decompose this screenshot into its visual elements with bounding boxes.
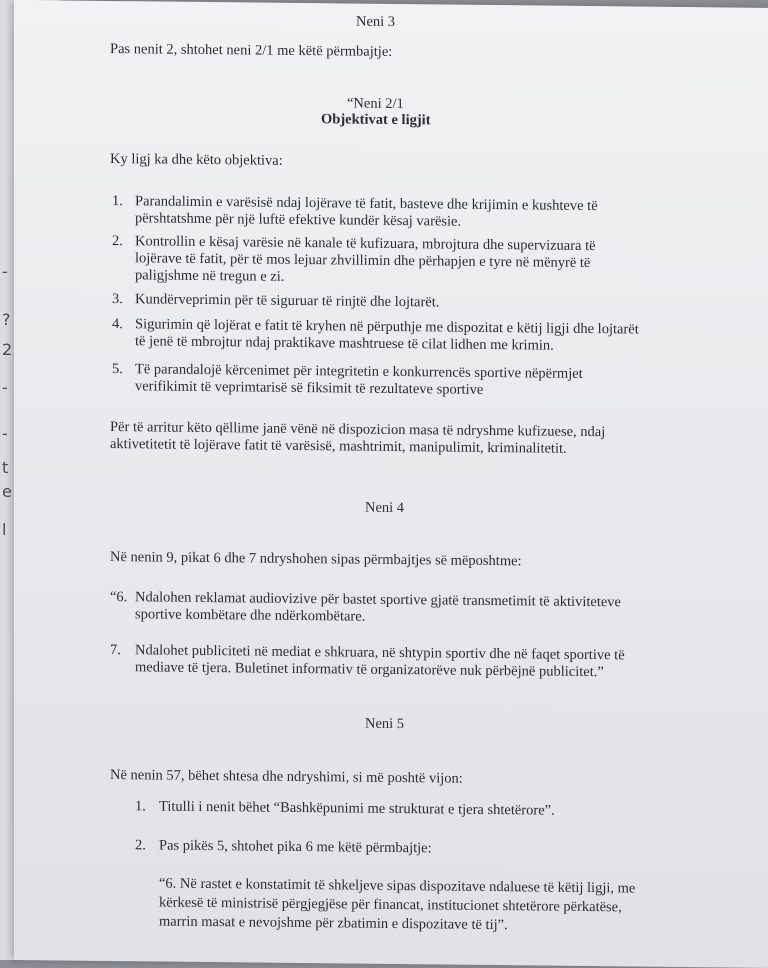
under-mark: - bbox=[2, 262, 8, 281]
list-item-line: Ndalohen reklamat audiovizive për bastet sportive gjatë transmetimit të aktiviteteve bbox=[135, 589, 621, 611]
neni3-lead: Ky ligj ka dhe këto objektiva: bbox=[110, 151, 283, 169]
neni5-heading: Neni 5 bbox=[365, 715, 405, 733]
under-mark: ? bbox=[2, 310, 11, 329]
list-number: 1. bbox=[112, 193, 123, 210]
list-item-line: Titulli i nenit bëhet “Bashkëpunimi me strukturat e tjera shtetërore”. bbox=[159, 798, 555, 819]
list-item-line: verifikimit të veprimtarisë së fiksimit të rezultateve sportive bbox=[135, 378, 484, 398]
list-item-line: mediave të tjera. Buletinet informativ të organizatorëve nuk përbëjnë publicitet.” bbox=[135, 659, 604, 681]
quote-line: “6. Në rastet e konstatimit të shkeljeve sipas dispozitave ndaluese të këtij ligji, me bbox=[159, 875, 636, 897]
closing-paragraph-line: Për të arritur këto qëllime janë vënë në dispozicion masa të ndryshme kufizuese, ndaj bbox=[110, 419, 606, 441]
document-page bbox=[14, 0, 768, 968]
list-item-line: Sigurimin që lojërat e fatit të kryhen në përputhje me dispozitat e këtij ligji dhe lojtarët bbox=[135, 316, 639, 338]
list-item-line: Pas pikës 5, shtohet pika 6 me këtë përmbajtje: bbox=[159, 837, 432, 857]
list-number: 5. bbox=[112, 361, 123, 378]
under-mark: e bbox=[2, 482, 12, 501]
under-mark: l bbox=[2, 520, 7, 539]
list-number: “6. bbox=[110, 589, 128, 606]
neni4-heading: Neni 4 bbox=[365, 499, 405, 517]
neni21-heading: “Neni 2/1 bbox=[347, 95, 404, 113]
under-mark: 2 bbox=[2, 340, 13, 359]
list-item-line: Të parandalojë kërcenimet për integritetin e konkurrencës sportive nëpërmjet bbox=[135, 361, 583, 382]
list-number: 2. bbox=[112, 233, 123, 250]
neni5-intro: Në nenin 57, bëhet shtesa dhe ndryshimi, si më poshtë vijon: bbox=[110, 767, 463, 787]
list-number: 7. bbox=[110, 642, 121, 659]
list-number: 4. bbox=[112, 316, 123, 333]
closing-paragraph-line: aktivetitetit të lojërave fatit të varësisë, mashtrimit, manipulimit, kriminalitetit. bbox=[110, 436, 567, 457]
under-mark: - bbox=[2, 378, 8, 397]
quote-line: marrin masat e nevojshme për zbatimin e dispozitave të tij”. bbox=[159, 913, 508, 934]
neni4-intro: Në nenin 9, pikat 6 dhe 7 ndryshohen sipas përmbajtjes së mëposhtme: bbox=[110, 549, 522, 570]
list-item-line: paligjshme në tregun e zi. bbox=[135, 267, 285, 285]
list-item-line: sportive kombëtare dhe ndërkombëtare. bbox=[135, 606, 366, 625]
under-mark: t bbox=[2, 458, 9, 477]
section-subtitle: Objektivat e ligjit bbox=[321, 111, 431, 129]
list-item-line: lojërave të fatit, për të mos lejuar zhvillimin dhe përhapjen e tyre në mënyrë të bbox=[135, 250, 591, 272]
list-item-line: Ndalohet publiciteti në mediat e shkruara, në shtypin sportiv dhe në faqet sportive të bbox=[135, 642, 625, 664]
list-number: 1. bbox=[135, 798, 146, 815]
list-item-line: Kontrollin e kësaj varësie në kanale të kufizuara, mbrojtura dhe supervizuara të bbox=[135, 233, 596, 255]
list-item-line: të jenë të mbrojtur ndaj praktikave mashtruese të cilat lidhen me krimin. bbox=[135, 333, 554, 354]
under-mark: - bbox=[2, 424, 8, 443]
neni3-heading: Neni 3 bbox=[356, 13, 396, 30]
list-item-line: Kundërveprimin për të siguruar të rinjtë dhe lojtarët. bbox=[135, 291, 440, 311]
quote-line: kërkesë të ministrisë përgjegjëse për financat, institucionet shtetërore përkatëse, bbox=[159, 894, 622, 916]
list-number: 3. bbox=[112, 291, 123, 308]
list-number: 2. bbox=[135, 837, 146, 854]
list-item-line: Parandalimin e varësisë ndaj lojërave të fatit, basteve dhe krijimin e kushteve të bbox=[135, 193, 598, 215]
neni3-intro: Pas nenit 2, shtohet neni 2/1 me këtë përmbajtje: bbox=[110, 41, 393, 60]
list-item-line: përshtatshme për një luftë efektive kundër kësaj varësie. bbox=[135, 210, 462, 230]
